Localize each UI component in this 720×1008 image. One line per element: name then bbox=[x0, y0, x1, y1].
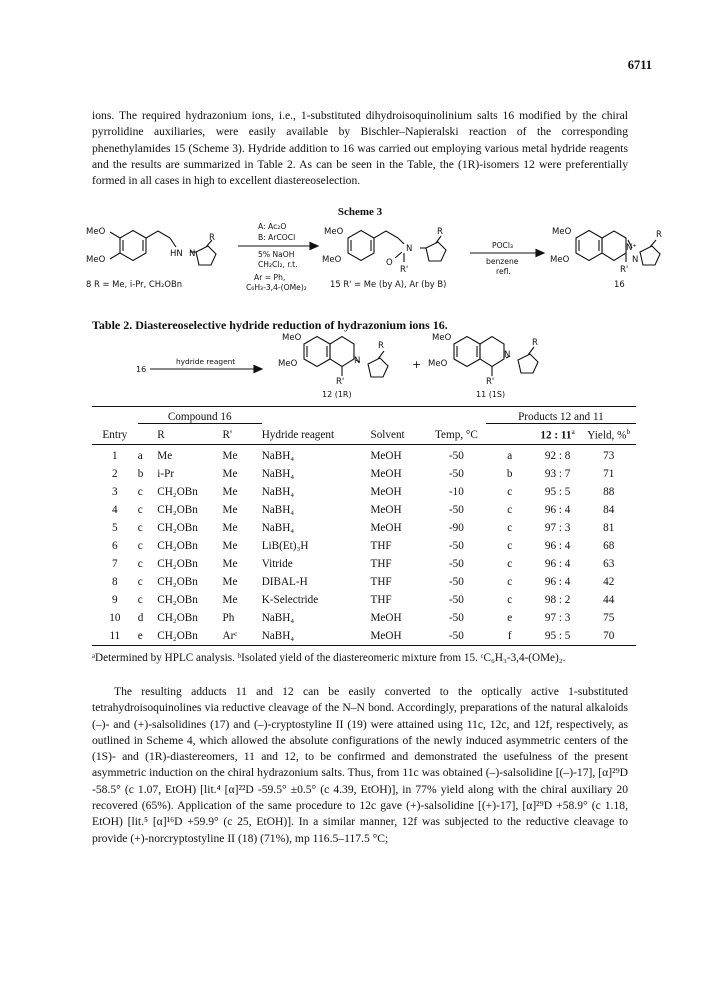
cell-entry: 7 bbox=[112, 558, 118, 570]
cell-hyd: NaBH₄ bbox=[261, 468, 295, 480]
cell-entry: 2 bbox=[112, 468, 118, 480]
cell-r: i-Pr bbox=[157, 468, 175, 480]
step1-cond-a: A: Ac₂O bbox=[258, 222, 287, 231]
header-yield: Yield, %$^b$ bbox=[582, 425, 636, 445]
cmpd16-n: N bbox=[632, 255, 639, 265]
cell-r: CH₂OBn bbox=[157, 612, 198, 624]
cell-cmpd: c bbox=[137, 576, 143, 588]
cell-entry: 11 bbox=[109, 630, 121, 642]
cell-temp: -50 bbox=[448, 468, 464, 480]
cell-ratio: 96 : 4 bbox=[544, 504, 571, 516]
compound-16-structure bbox=[576, 231, 660, 266]
page-number: 6711 bbox=[627, 58, 652, 72]
cell-cmpd: c bbox=[137, 594, 143, 606]
cell-r: CH₂OBn bbox=[157, 630, 198, 642]
cell-entry: 5 bbox=[112, 522, 118, 534]
cmpd16-meo-bottom: MeO bbox=[550, 255, 570, 265]
header-entry: Entry bbox=[92, 425, 138, 445]
header-ratio: 12 : 11$^a$ bbox=[534, 425, 582, 445]
cell-sol: MeOH bbox=[370, 468, 402, 480]
cell-ratio: 96 : 4 bbox=[544, 558, 571, 570]
table-row bbox=[92, 483, 636, 501]
cmpd8-meo-bottom: MeO bbox=[86, 255, 106, 265]
results-table bbox=[92, 406, 636, 646]
cell-temp: -10 bbox=[448, 486, 464, 498]
cell-ratio: 96 : 4 bbox=[544, 576, 571, 588]
cell-hyd: DIBAL-H bbox=[261, 576, 308, 588]
cmpd15-meo-top: MeO bbox=[324, 227, 344, 237]
cmpd15-r: R bbox=[437, 227, 443, 237]
cell-rp: Me bbox=[222, 468, 238, 480]
cmpd8-meo-top: MeO bbox=[86, 227, 106, 237]
header-rp: R' bbox=[223, 425, 262, 445]
cmpd11-r: R bbox=[532, 338, 538, 348]
cell-yield: 71 bbox=[603, 468, 615, 480]
table-row bbox=[92, 519, 636, 537]
cmpd12-meo-top: MeO bbox=[282, 333, 302, 343]
cell-entry: 9 bbox=[112, 594, 118, 606]
cmpd12-label: 12 (1R) bbox=[322, 390, 352, 399]
cell-entry: 8 bbox=[112, 576, 118, 588]
cell-yield: 63 bbox=[603, 558, 615, 570]
cmpd15-n: N bbox=[406, 244, 413, 254]
cell-rp: Me bbox=[222, 486, 238, 498]
cell-prod: c bbox=[507, 504, 513, 516]
cell-hyd: NaBH₄ bbox=[261, 450, 295, 462]
cmpd8-label: 8 R = Me, i-Pr, CH₂OBn bbox=[86, 279, 183, 289]
cmpd12-r: R bbox=[378, 341, 384, 351]
cmpd12-rp: R' bbox=[336, 377, 345, 387]
cell-hyd: NaBH₄ bbox=[261, 504, 295, 516]
header-hydride: Hydride reagent bbox=[262, 425, 371, 445]
cell-rp: Me bbox=[222, 558, 238, 570]
cell-prod: a bbox=[507, 450, 513, 462]
cmpd16-rp: R' bbox=[620, 265, 629, 275]
cell-prod: c bbox=[507, 594, 513, 606]
cell-entry: 4 bbox=[112, 504, 118, 516]
group-header-compound: Compound 16 bbox=[138, 411, 262, 424]
cell-cmpd: c bbox=[137, 504, 143, 516]
cell-ratio: 96 : 4 bbox=[544, 540, 571, 552]
cell-cmpd: b bbox=[137, 468, 144, 480]
table-row bbox=[92, 573, 636, 591]
table-row bbox=[92, 465, 636, 483]
header-r: R bbox=[157, 425, 222, 445]
cmpd11-meo-top: MeO bbox=[432, 333, 452, 343]
cell-sol: MeOH bbox=[370, 486, 402, 498]
cell-rp: Me bbox=[222, 504, 238, 516]
cell-r: CH₂OBn bbox=[157, 522, 198, 534]
table-caption: Table 2. Diastereoselective hydride reduction of hydrazonium ions 16. bbox=[92, 318, 448, 332]
cell-ratio: 93 : 7 bbox=[544, 468, 571, 480]
cell-entry: 10 bbox=[109, 612, 121, 624]
compound-8-structure bbox=[110, 231, 216, 266]
cell-entry: 6 bbox=[112, 540, 118, 552]
cell-yield: 42 bbox=[603, 576, 615, 588]
cell-ratio: 95 : 5 bbox=[544, 486, 571, 498]
cell-prod: c bbox=[507, 522, 513, 534]
cell-rp: Ph bbox=[222, 612, 235, 624]
table-row bbox=[92, 555, 636, 573]
cell-r: CH₂OBn bbox=[157, 558, 198, 570]
cell-prod: c bbox=[507, 486, 513, 498]
cell-rp: Me bbox=[222, 576, 238, 588]
cell-sol: THF bbox=[370, 576, 392, 588]
cell-sol: MeOH bbox=[370, 504, 402, 516]
cell-hyd: NaBH₄ bbox=[261, 612, 295, 624]
cell-cmpd: c bbox=[137, 486, 143, 498]
table-scheme-reagent: hydride reagent bbox=[176, 357, 236, 366]
step2-cond-c: refl. bbox=[496, 267, 511, 276]
cmpd15-o: O bbox=[386, 258, 393, 268]
cell-sol: MeOH bbox=[370, 522, 402, 534]
step1-cond-b: B: ArCOCl bbox=[258, 233, 296, 242]
cell-ratio: 97 : 3 bbox=[544, 522, 571, 534]
cell-yield: 84 bbox=[603, 504, 615, 516]
table-row bbox=[92, 609, 636, 627]
cmpd16-r: R bbox=[656, 230, 662, 240]
cell-rp: Me bbox=[222, 450, 238, 462]
cmpd11-meo-bottom: MeO bbox=[428, 359, 448, 369]
cell-hyd: K-Selectride bbox=[261, 594, 319, 606]
cell-rp: Me bbox=[222, 594, 238, 606]
cell-yield: 75 bbox=[603, 612, 615, 624]
cell-hyd: LiB(Et)₃H bbox=[261, 540, 309, 552]
cmpd16-nplus: N⁺ bbox=[626, 243, 637, 253]
cell-hyd: Vitride bbox=[261, 558, 293, 570]
cell-temp: -50 bbox=[448, 630, 464, 642]
step2-cond-a: POCl₃ bbox=[492, 241, 514, 250]
group-header-products: Products 12 and 11 bbox=[486, 411, 636, 424]
cell-prod: f bbox=[507, 630, 512, 642]
scheme-3-diagram bbox=[0, 0, 720, 406]
cell-temp: -90 bbox=[448, 522, 464, 534]
cell-sol: MeOH bbox=[370, 450, 402, 462]
step1-cond-f: C₆H₃-3,4-(OMe)₂ bbox=[246, 283, 307, 292]
cmpd8-n: N bbox=[189, 249, 196, 259]
cell-entry: 1 bbox=[112, 450, 118, 462]
cell-hyd: NaBH₄ bbox=[261, 630, 295, 642]
cell-hyd: NaBH₄ bbox=[261, 522, 295, 534]
table-row bbox=[92, 591, 636, 609]
table-footnote: ᵃDetermined by HPLC analysis. ᵇIsolated yield of the diastereomeric mixture from 15. ᶜC₆H₃-3,4-(OMe)₂. bbox=[92, 652, 566, 664]
cell-sol: MeOH bbox=[370, 612, 402, 624]
cell-temp: -50 bbox=[448, 576, 464, 588]
table-row bbox=[92, 501, 636, 519]
cell-rp: Me bbox=[222, 522, 238, 534]
cell-prod: c bbox=[507, 540, 513, 552]
step1-cond-d: CH₂Cl₂, r.t. bbox=[258, 260, 298, 269]
cell-yield: 73 bbox=[603, 450, 615, 462]
cell-r: CH₂OBn bbox=[157, 540, 198, 552]
cell-yield: 88 bbox=[603, 486, 615, 498]
cell-hyd: NaBH₄ bbox=[261, 486, 295, 498]
cmpd11-n: N bbox=[504, 350, 511, 360]
cell-ratio: 97 : 3 bbox=[544, 612, 571, 624]
table-row bbox=[92, 445, 636, 466]
cell-ratio: 98 : 2 bbox=[544, 594, 571, 606]
cmpd16-meo-top: MeO bbox=[552, 227, 572, 237]
cell-yield: 68 bbox=[603, 540, 615, 552]
cell-temp: -50 bbox=[448, 594, 464, 606]
table-row bbox=[92, 537, 636, 555]
cell-rp: Me bbox=[222, 540, 238, 552]
cell-ratio: 95 : 5 bbox=[544, 630, 571, 642]
table-scheme-start: 16 bbox=[136, 365, 147, 374]
step1-cond-e: Ar = Ph, bbox=[254, 273, 286, 282]
cmpd16-label: 16 bbox=[614, 279, 625, 289]
cell-r: CH₂OBn bbox=[157, 486, 198, 498]
cell-temp: -50 bbox=[448, 540, 464, 552]
cell-temp: -50 bbox=[448, 450, 464, 462]
cell-rp: Arᶜ bbox=[222, 630, 238, 642]
cell-cmpd: c bbox=[137, 558, 143, 570]
step2-cond-b: benzene bbox=[486, 257, 519, 266]
cell-prod: c bbox=[507, 576, 513, 588]
cell-sol: THF bbox=[370, 540, 392, 552]
cmpd12-meo-bottom: MeO bbox=[278, 359, 298, 369]
cell-sol: THF bbox=[370, 558, 392, 570]
table-row bbox=[92, 627, 636, 646]
cmpd11-label: 11 (1S) bbox=[476, 390, 506, 399]
cell-r: Me bbox=[157, 450, 173, 462]
cell-temp: -50 bbox=[448, 504, 464, 516]
cmpd12-n: N bbox=[354, 356, 361, 366]
cmpd11-rp: R' bbox=[486, 377, 495, 387]
cell-cmpd: e bbox=[137, 630, 143, 642]
cmpd15-label: 15 R' = Me (by A), Ar (by B) bbox=[330, 279, 447, 289]
cmpd8-r: R bbox=[209, 233, 215, 243]
cell-temp: -50 bbox=[448, 558, 464, 570]
cmpd8-hn: HN bbox=[170, 249, 183, 259]
header-temp: Temp, °C bbox=[427, 425, 486, 445]
cell-ratio: 92 : 8 bbox=[544, 450, 571, 462]
cell-r: CH₂OBn bbox=[157, 576, 198, 588]
step1-cond-c: 5% NaOH bbox=[258, 250, 295, 259]
cell-cmpd: c bbox=[137, 522, 143, 534]
cmpd15-meo-bottom: MeO bbox=[322, 255, 342, 265]
paragraph-intro: ions. The required hydrazonium ions, i.e., 1-substituted dihydroisoquinolinium salts 16 modified by the chiral pyrrolidine auxiliaries, were easily available by Bischler–Napieralski reaction of the corresponding phenethylamides 15 (Scheme 3). Hydride addition to 16 was carried out employing various metal hydride reagents and the results are summarized in Table 2. As can be seen in the Table, the (1R)-isomers 12 were preferentially formed in all cases in high to excellent diastereoselection. bbox=[92, 109, 628, 188]
cell-r: CH₂OBn bbox=[157, 594, 198, 606]
cell-sol: MeOH bbox=[370, 630, 402, 642]
cmpd15-rp: R' bbox=[400, 265, 409, 275]
compound-15-structure bbox=[348, 231, 446, 263]
table-scheme-plus: + bbox=[412, 358, 422, 371]
cell-cmpd: c bbox=[137, 540, 143, 552]
cell-yield: 70 bbox=[603, 630, 615, 642]
scheme-title: Scheme 3 bbox=[337, 206, 383, 218]
cell-prod: e bbox=[507, 612, 513, 624]
cell-cmpd: d bbox=[137, 612, 144, 624]
cell-entry: 3 bbox=[112, 486, 118, 498]
cell-cmpd: a bbox=[137, 450, 143, 462]
paragraph-results: The resulting adducts 11 and 12 can be easily converted to the optically active 1-substituted tetrahydroisoquinolines via reductive cleavage of the N–N bond. Accordingly, preparations of the natural alkaloids (–)- and (+)-salsolidines (17) and (–)-cryptostyline II (19) were attained using 11c, 12c, and 12f, respectively, as outlined in Scheme 4, which allowed the absolute configurations of the newly induced asymmetric centers of the (1S)- and (1R)-diastereomers, 11 and 12, to be confirmed and demonstrated the usefulness of the present asymmetric induction on the chiral hydrazonium salts. Thus, from 11c was obtained (–)-salsolidine [(–)-17], [α]²⁹D -58.5° (c 1.07, EtOH) [lit.⁴ [α]²²D -59.5° ±0.5° (c 4.39, EtOH)], in 77% yield along with the chiral auxiliary 20 recovered (65%). Application of the same procedure to 12c gave (+)-salsolidine [(+)-17], [α]²⁹D +58.9° (c 1.18, EtOH) [lit.⁵ [α]¹⁶D +59.9° (c 25, EtOH)]. In a similar manner, 12f was subjected to the reductive cleavage to provide (+)-norcryptostyline II (18) (71%), mp 116.5–117.5 °C; bbox=[92, 685, 628, 845]
cell-temp: -50 bbox=[448, 612, 464, 624]
cell-prod: b bbox=[506, 468, 513, 480]
cell-yield: 81 bbox=[603, 522, 615, 534]
compound-11-structure bbox=[454, 337, 538, 377]
cell-yield: 44 bbox=[603, 594, 615, 606]
cell-sol: THF bbox=[370, 594, 392, 606]
header-solvent: Solvent bbox=[370, 425, 427, 445]
cell-prod: c bbox=[507, 558, 513, 570]
cell-r: CH₂OBn bbox=[157, 504, 198, 516]
